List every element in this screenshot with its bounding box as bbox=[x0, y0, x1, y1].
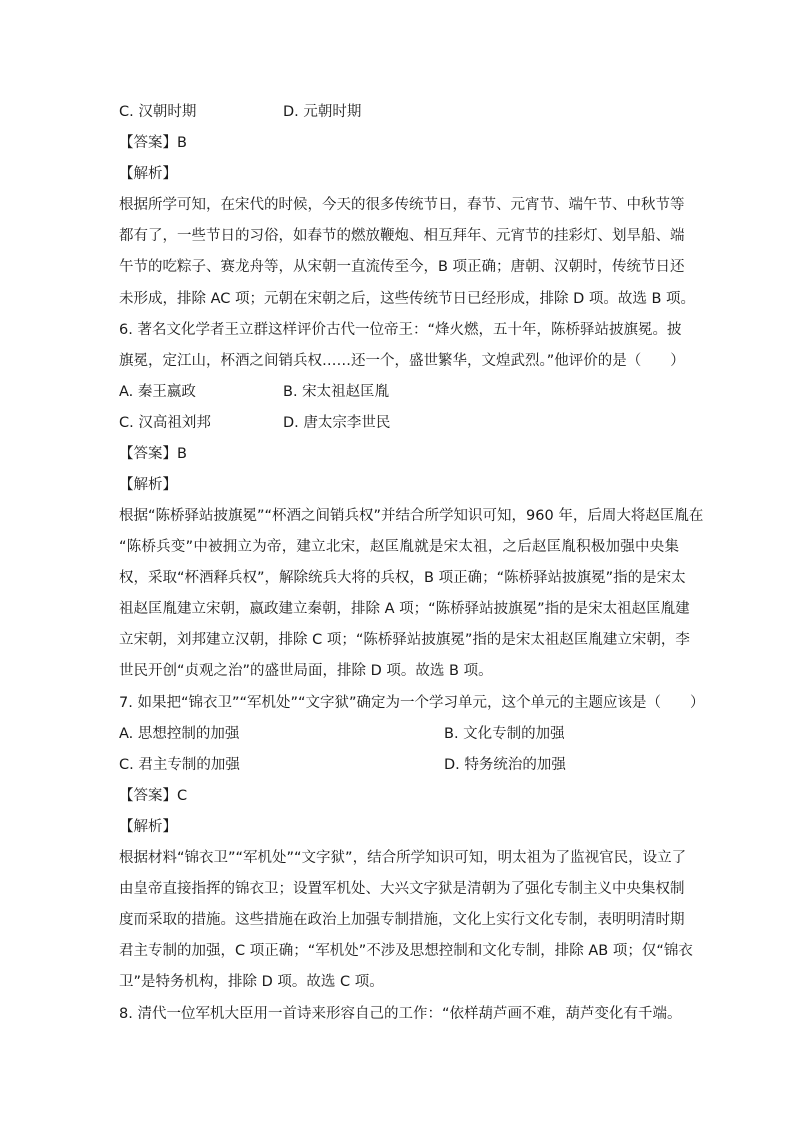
q7-analysis-line: 卫”是特务机构，排除 D 项。故选 C 项。 bbox=[119, 974, 384, 990]
q6-answer: 【答案】B bbox=[119, 446, 187, 462]
q5-analysis-line: 都有了，一些节日的习俗，如春节的燃放鞭炮、相互拜年、元宵节的挂彩灯、划旱船、端 bbox=[119, 228, 685, 244]
q6-analysis-line: 权，采取“杯酒释兵权”，解除统兵大将的兵权，B 项正确；“陈桥驿站披旗冕”指的是宋太 bbox=[119, 570, 686, 586]
q8-stem: 8. 清代一位军机大臣用一首诗来形容自己的工作：“依样葫芦画不难，葫芦变化有千端。 bbox=[119, 1006, 682, 1022]
q6-option-a: A. 秦王嬴政 bbox=[119, 384, 196, 400]
q7-analysis-line: 由皇帝直接指挥的锦衣卫；设置军机处、大兴文字狱是清朝为了强化专制主义中央集权制 bbox=[119, 881, 685, 897]
q6-option-d: D. 唐太宗李世民 bbox=[283, 415, 391, 431]
q7-stem: 7. 如果把“锦衣卫”“军机处”“文字狱”确定为一个学习单元，这个单元的主题应该是（ ） bbox=[119, 695, 705, 711]
q6-analysis-line: 世民开创“贞观之治”的盛世局面，排除 D 项。故选 B 项。 bbox=[119, 663, 493, 679]
q7-option-c: C. 君主专制的加强 bbox=[119, 757, 240, 773]
q7-analysis-line: 根据材料“锦衣卫”“军机处”“文字狱”，结合所学知识可知，明太祖为了监视官民，设立了 bbox=[119, 850, 687, 866]
q6-analysis-line: 立宋朝，刘邦建立汉朝，排除 C 项；“陈桥驿站披旗冕”指的是宋太祖赵匡胤建立宋朝，李 bbox=[119, 632, 690, 648]
q7-analysis-line: 度而采取的措施。这些措施在政治上加强专制措施，文化上实行文化专制，表明明清时期 bbox=[119, 912, 685, 928]
q6-analysis-line: 根据“陈桥驿站披旗冕”“杯酒之间销兵权”并结合所学知识可知，960 年，后周大将赵匡胤在 bbox=[119, 508, 704, 524]
q6-analysis-line: 祖赵匡胤建立宋朝，嬴政建立秦朝，排除 A 项；“陈桥驿站披旗冕”指的是宋太祖赵匡胤建 bbox=[119, 601, 690, 617]
q6-analysis-line: “陈桥兵变”中被拥立为帝，建立北宋，赵匡胤就是宋太祖，之后赵匡胤积极加强中央集 bbox=[119, 539, 679, 555]
q6-option-b: B. 宋太祖赵匡胤 bbox=[283, 384, 390, 400]
q5-analysis-line: 根据所学可知，在宋代的时候，今天的很多传统节日，春节、元宵节、端午节、中秋节等 bbox=[119, 197, 685, 213]
q6-analysis-title: 【解析】 bbox=[119, 477, 177, 493]
q5-analysis-title: 【解析】 bbox=[119, 166, 177, 182]
q5-answer: 【答案】B bbox=[119, 135, 187, 151]
q7-analysis-line: 君主专制的加强，C 项正确；“军机处”不涉及思想控制和文化专制，排除 AB 项；仅“锦衣 bbox=[119, 943, 693, 959]
q6-stem-line: 旗冕，定江山，杯酒之间销兵权……还一个，盛世繁华，文煌武烈。”他评价的是（ ） bbox=[119, 353, 685, 369]
q5-option-d: D. 元朝时期 bbox=[283, 104, 362, 120]
q5-option-c: C. 汉朝时期 bbox=[119, 104, 197, 120]
q6-stem-line: 6. 著名文化学者王立群这样评价古代一位帝王：“烽火燃，五十年，陈桥驿站披旗冕。披 bbox=[119, 322, 682, 338]
q7-option-a: A. 思想控制的加强 bbox=[119, 726, 240, 742]
q5-analysis-line: 未形成，排除 AC 项；元朝在宋朝之后，这些传统节日已经形成，排除 D 项。故选 B 项。 bbox=[119, 291, 696, 307]
q6-option-c: C. 汉高祖刘邦 bbox=[119, 415, 211, 431]
q7-option-b: B. 文化专制的加强 bbox=[444, 726, 565, 742]
q7-option-d: D. 特务统治的加强 bbox=[444, 757, 566, 773]
q7-analysis-title: 【解析】 bbox=[119, 819, 177, 835]
q7-answer: 【答案】C bbox=[119, 788, 188, 804]
q5-analysis-line: 午节的吃粽子、赛龙舟等，从宋朝一直流传至今，B 项正确；唐朝、汉朝时，传统节日还 bbox=[119, 259, 685, 275]
